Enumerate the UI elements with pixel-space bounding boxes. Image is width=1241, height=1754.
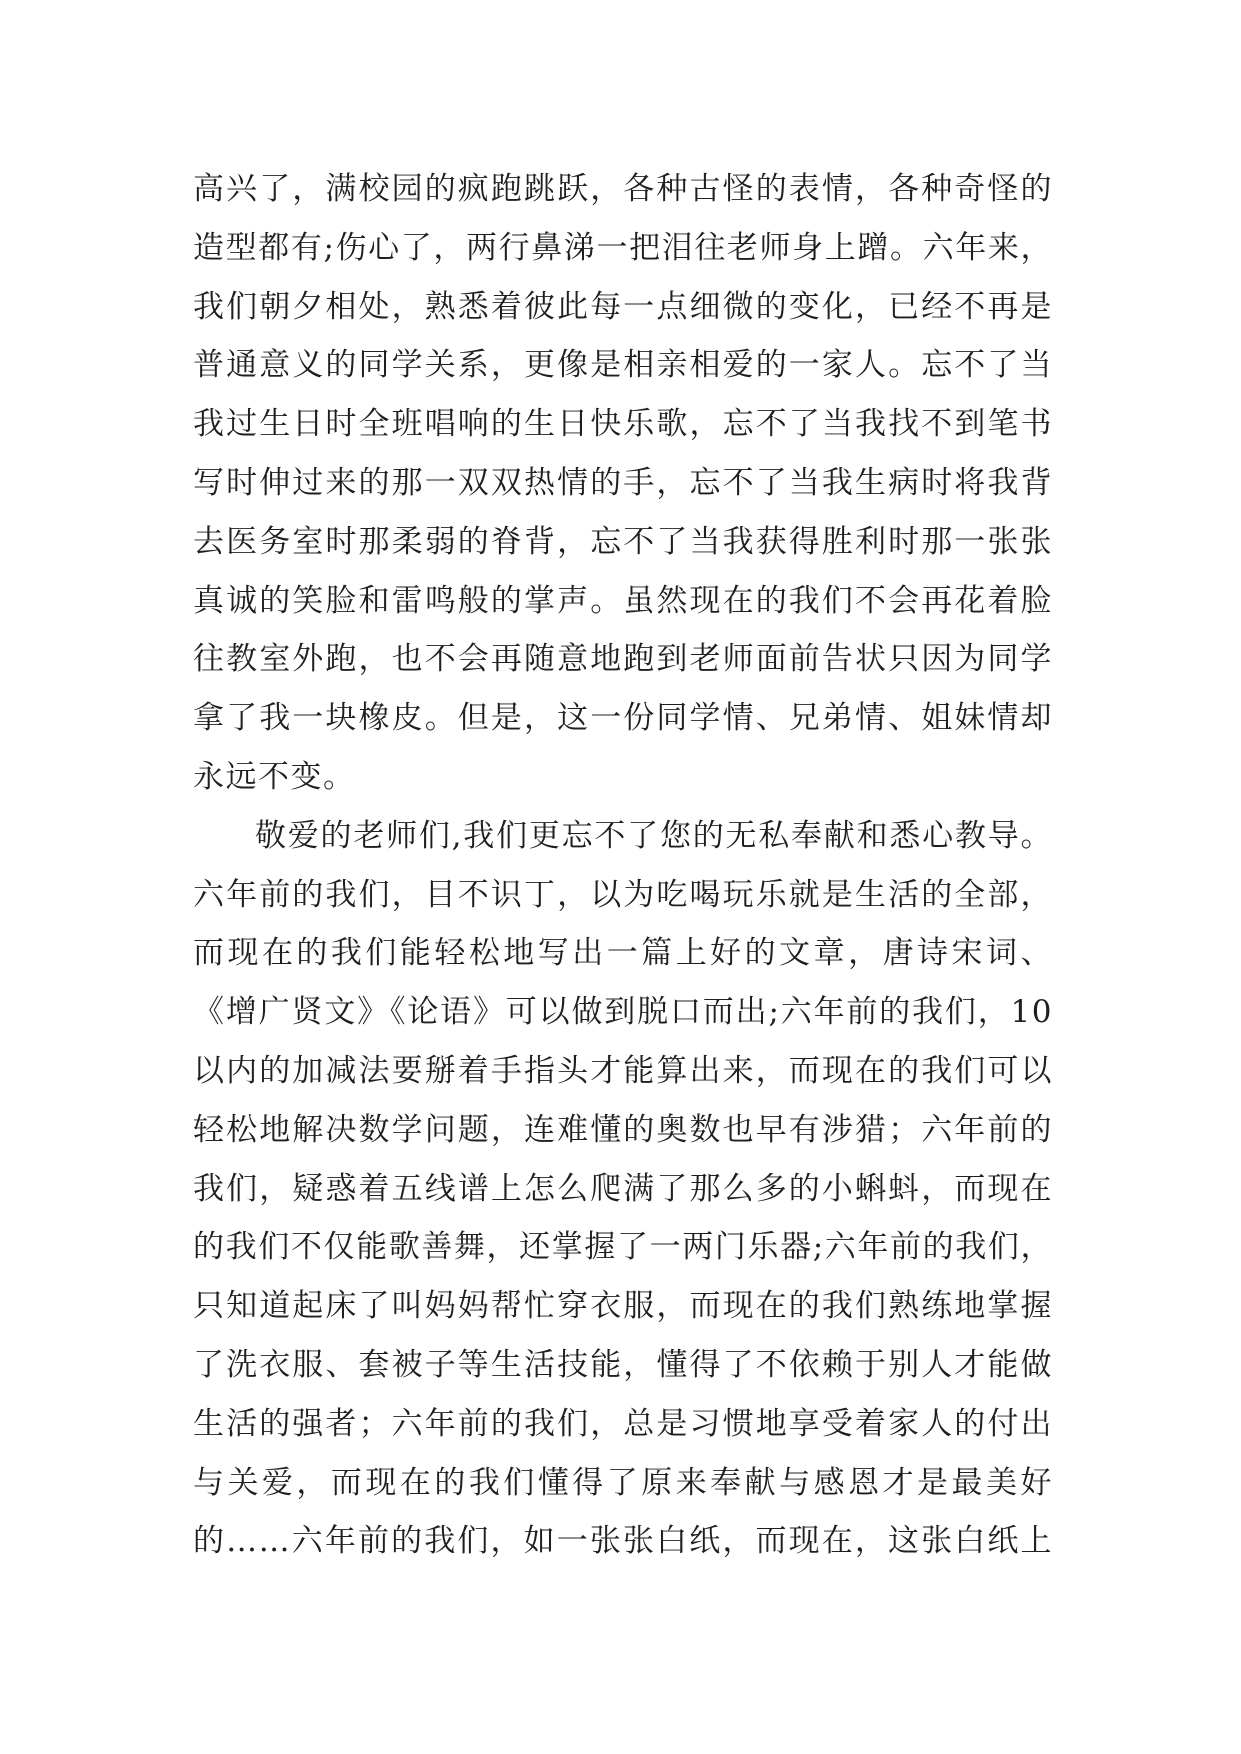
- text-line: 写时伸过来的那一双双热情的手，忘不了当我生病时将我背: [193, 464, 1053, 501]
- text-line: 以内的加减法要掰着手指头才能算出来，而现在的我们可以: [193, 1052, 1053, 1089]
- text-line: 真诚的笑脸和雷鸣般的掌声。虽然现在的我们不会再花着脸: [193, 582, 1053, 619]
- text-line: 的……六年前的我们，如一张张白纸，而现在，这张白纸上: [193, 1523, 1053, 1560]
- text-line: 轻松地解决数学问题，连难懂的奥数也早有涉猎；六年前的: [193, 1111, 1053, 1148]
- text-line: 生活的强者；六年前的我们，总是习惯地享受着家人的付出: [193, 1405, 1053, 1442]
- paragraph-1: [193, 160, 1053, 807]
- paragraph-2: [193, 807, 1053, 1571]
- text-line: 往教室外跑，也不会再随意地跑到老师面前告状只因为同学: [193, 641, 1053, 678]
- text-line: 而现在的我们能轻松地写出一篇上好的文章，唐诗宋词、: [193, 935, 1053, 972]
- text-line: 我们，疑惑着五线谱上怎么爬满了那么多的小蝌蚪，而现在: [193, 1170, 1053, 1207]
- text-line: 造型都有;伤心了，两行鼻涕一把泪往老师身上蹭。六年来，: [193, 229, 1053, 266]
- text-line: 与关爱，而现在的我们懂得了原来奉献与感恩才是最美好: [193, 1464, 1053, 1501]
- text-line: 的我们不仅能歌善舞，还掌握了一两门乐器;六年前的我们，: [193, 1229, 1053, 1266]
- text-line: 我过生日时全班唱响的生日快乐歌，忘不了当我找不到笔书: [193, 406, 1053, 443]
- text-line: 敬爱的老师们,我们更忘不了您的无私奉献和悉心教导。: [255, 817, 1053, 854]
- text-line: 《增广贤文》《论语》可以做到脱口而出;六年前的我们，10: [193, 994, 1053, 1031]
- text-line: 永远不变。: [193, 758, 356, 795]
- text-line: 普通意义的同学关系，更像是相亲相爱的一家人。忘不了当: [193, 347, 1053, 384]
- text-line: 去医务室时那柔弱的脊背，忘不了当我获得胜利时那一张张: [193, 523, 1053, 560]
- text-line: 只知道起床了叫妈妈帮忙穿衣服，而现在的我们熟练地掌握: [193, 1288, 1053, 1325]
- text-line: 高兴了，满校园的疯跑跳跃，各种古怪的表情，各种奇怪的: [193, 171, 1053, 207]
- document-body: [193, 160, 1053, 1571]
- text-line: 我们朝夕相处，熟悉着彼此每一点细微的变化，已经不再是: [193, 288, 1053, 325]
- text-line: 拿了我一块橡皮。但是，这一份同学情、兄弟情、姐妹情却: [193, 700, 1053, 737]
- text-line: 六年前的我们，目不识丁，以为吃喝玩乐就是生活的全部，: [193, 876, 1053, 913]
- text-line: 了洗衣服、套被子等生活技能，懂得了不依赖于别人才能做: [193, 1346, 1053, 1383]
